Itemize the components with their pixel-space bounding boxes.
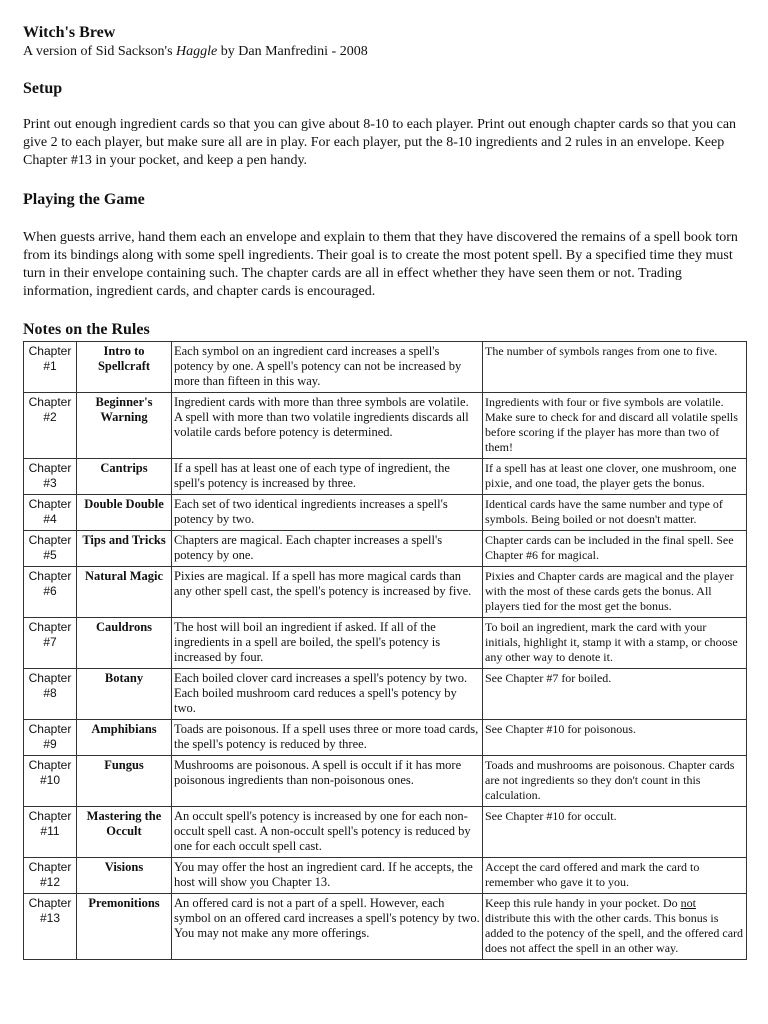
chapter-note: If a spell has at least one clover, one mushroom, one pixie, and one toad, the player gets the bonus. [483,459,747,495]
subtitle-game-name: Haggle [176,44,218,59]
chapter-note: See Chapter #10 for poisonous. [483,720,747,756]
subtitle-prefix: A version of Sid Sackson's [23,44,177,59]
chapter-cell [24,894,77,960]
chapter-number: #11 [40,824,60,838]
note-emphasis: not [680,896,696,910]
chapter-number: #2 [43,410,57,424]
rules-table-body [24,342,747,960]
chapter-rule: An occult spell's potency is increased by one for each non-occult spell cast. A non-occult spell's potency is reduced by one for each occult spell cast. [172,807,483,858]
table-row [24,894,747,960]
table-row [24,756,747,807]
chapter-number: #1 [43,359,57,373]
playing-heading: Playing the Game [23,191,145,208]
chapter-label: Chapter [28,722,72,736]
chapter-note: Chapter cards can be included in the final spell. See Chapter #6 for magical. [483,531,747,567]
chapter-number: #7 [43,635,57,649]
chapter-name: Cantrips [77,459,172,495]
chapter-note [483,894,747,960]
chapter-label: Chapter [28,860,72,874]
chapter-note: Pixies and Chapter cards are magical and the player with the most of these cards gets the bonus. All players tied for the most get the bonus. [483,567,747,618]
chapter-cell [24,342,77,393]
chapter-label: Chapter [28,620,72,634]
setup-paragraph: Print out enough ingredient cards so that you can give about 8-10 to each player. Print out enough chapter cards so that you can give 2 to each player, but make sure all are in play. For each player, put the 8-10 ingredients and 2 rules in an envelope. Keep Chapter #13 in your pocket, and keep a pen handy. [23,117,737,168]
chapter-number: #9 [43,737,57,751]
chapter-rule: Mushrooms are poisonous. A spell is occult if it has more poisonous ingredients than non-poisonous ones. [172,756,483,807]
chapter-cell [24,858,77,894]
chapter-rule: Each boiled clover card increases a spell's potency by two. Each boiled mushroom card reduces a spell's potency by two. [172,669,483,720]
chapter-rule: Chapters are magical. Each chapter increases a spell's potency by one. [172,531,483,567]
chapter-rule: Each set of two identical ingredients increases a spell's potency by two. [172,495,483,531]
chapter-note: Toads and mushrooms are poisonous. Chapter cards are not ingredients so they don't count in this calculation. [483,756,747,807]
chapter-cell [24,393,77,459]
chapter-name: Cauldrons [77,618,172,669]
chapter-name: Amphibians [77,720,172,756]
chapter-name: Fungus [77,756,172,807]
playing-paragraph: When guests arrive, hand them each an envelope and explain to them that they have discovered the remains of a spell book torn from its bindings along with some spell ingredients. Their goal is to create the most potent spell. By a specified time they must turn in their envelope containing such. The chapter cards are all in effect whether they have seen them or not. Trading information, ingredient cards, and chapter cards is encouraged. [23,230,738,299]
chapter-rule: Ingredient cards with more than three symbols are volatile. A spell with more than two volatile ingredients discards all volatile cards before potency is determined. [172,393,483,459]
setup-heading: Setup [23,80,63,97]
chapter-cell [24,720,77,756]
chapter-rule: You may offer the host an ingredient card. If he accepts, the host will show you Chapter 13. [172,858,483,894]
chapter-label: Chapter [28,497,72,511]
chapter-cell [24,756,77,807]
chapter-cell [24,618,77,669]
chapter-name: Double Double [77,495,172,531]
notes-heading: Notes on the Rules [23,321,150,338]
chapter-note: Identical cards have the same number and type of symbols. Being boiled or not doesn't matter. [483,495,747,531]
chapter-label: Chapter [28,758,72,772]
table-row [24,342,747,393]
chapter-label: Chapter [28,461,72,475]
chapter-name: Visions [77,858,172,894]
note-text-after: distribute this with the other cards. This bonus is added to the potency of the spell, and the offered card does not affect the spell in an other way. [485,911,744,955]
chapter-note: Accept the card offered and mark the card to remember who gave it to you. [483,858,747,894]
chapter-cell [24,669,77,720]
document-title: Witch's Brew [23,24,116,41]
chapter-cell [24,459,77,495]
chapter-label: Chapter [28,533,72,547]
table-row [24,393,747,459]
chapter-note: The number of symbols ranges from one to five. [483,342,747,393]
chapter-number: #3 [43,476,57,490]
table-row [24,858,747,894]
chapter-name: Natural Magic [77,567,172,618]
document-page [23,23,747,960]
rules-table [23,341,747,960]
chapter-label: Chapter [28,395,72,409]
chapter-label: Chapter [28,896,72,910]
chapter-cell [24,567,77,618]
chapter-number: #8 [43,686,57,700]
chapter-name: Intro to Spellcraft [77,342,172,393]
chapter-rule: An offered card is not a part of a spell. However, each symbol on an offered card increases a spell's potency by two. You may not make any more offerings. [172,894,483,960]
chapter-number: #12 [39,875,61,889]
chapter-name: Mastering the Occult [77,807,172,858]
chapter-rule: If a spell has at least one of each type of ingredient, the spell's potency is increased by three. [172,459,483,495]
table-row [24,495,747,531]
chapter-number: #10 [39,773,61,787]
table-row [24,669,747,720]
chapter-note: See Chapter #10 for occult. [483,807,747,858]
chapter-cell [24,807,77,858]
chapter-name: Beginner's Warning [77,393,172,459]
chapter-number: #5 [43,548,57,562]
table-row [24,567,747,618]
chapter-note: To boil an ingredient, mark the card with your initials, highlight it, stamp it with a stamp, or choose any other way to denote it. [483,618,747,669]
chapter-name: Tips and Tricks [77,531,172,567]
chapter-name: Premonitions [77,894,172,960]
table-row [24,807,747,858]
chapter-name: Botany [77,669,172,720]
chapter-label: Chapter [28,344,72,358]
chapter-rule: Toads are poisonous. If a spell uses three or more toad cards, the spell's potency is reduced by three. [172,720,483,756]
chapter-label: Chapter [28,671,72,685]
chapter-rule: Pixies are magical. If a spell has more magical cards than any other spell cast, the spell's potency is increased by five. [172,567,483,618]
chapter-cell [24,495,77,531]
chapter-number: #4 [43,512,57,526]
table-row [24,618,747,669]
subtitle-suffix: by Dan Manfredini - 2008 [217,44,368,59]
chapter-label: Chapter [28,569,72,583]
chapter-number: #13 [39,911,61,925]
note-text-before: Keep this rule handy in your pocket. Do [485,896,681,910]
chapter-cell [24,531,77,567]
chapter-rule: Each symbol on an ingredient card increases a spell's potency by one. A spell's potency can not be increased by more than fifteen in this way. [172,342,483,393]
chapter-rule: The host will boil an ingredient if asked. If all of the ingredients in a spell are boiled, the spell's potency is increased by four. [172,618,483,669]
document-subtitle [23,43,747,61]
table-row [24,720,747,756]
table-row [24,531,747,567]
chapter-note: Ingredients with four or five symbols are volatile. Make sure to check for and discard all volatile spells before scoring if the player has more than two of them! [483,393,747,459]
chapter-number: #6 [43,584,57,598]
table-row [24,459,747,495]
chapter-note: See Chapter #7 for boiled. [483,669,747,720]
chapter-label: Chapter [28,809,72,823]
